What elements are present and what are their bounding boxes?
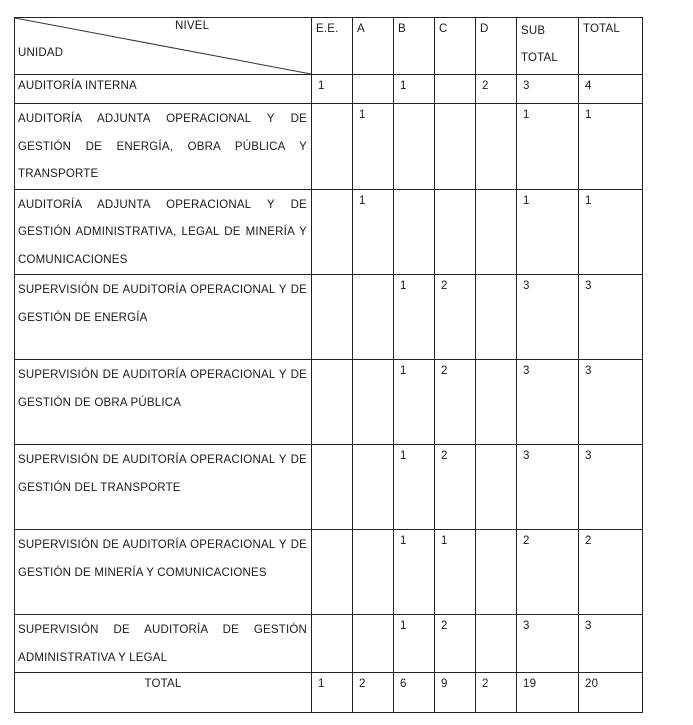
cell-b: 1 [394, 530, 435, 615]
cell-c: 1 [435, 530, 476, 615]
cell-a [353, 275, 394, 360]
cell-a [353, 615, 394, 673]
unit-name: AUDITORÍA ADJUNTA OPERACIONAL Y DE GESTIÓN ADMINISTRATIVA, LEGAL DE MINERÍA Y COMUNICACIONES [15, 189, 312, 275]
cell-a: 1 [353, 189, 394, 275]
cell-c [435, 75, 476, 104]
total-subtotal: 19 [517, 673, 579, 713]
table-row [15, 445, 643, 530]
cell-a [353, 360, 394, 445]
cell-total: 3 [579, 360, 643, 445]
column-header-b: B [394, 18, 435, 75]
cell-ee [312, 104, 353, 190]
cell-c: 2 [435, 615, 476, 673]
cell-ee [312, 615, 353, 673]
header-row [15, 18, 643, 75]
column-header-a: A [353, 18, 394, 75]
cell-c: 2 [435, 275, 476, 360]
cell-ee [312, 275, 353, 360]
cell-subtotal: 1 [517, 189, 579, 275]
total-a: 2 [353, 673, 394, 713]
totals-row [15, 673, 643, 713]
column-header-subtotal: SUB TOTAL [517, 18, 579, 75]
cell-b: 1 [394, 615, 435, 673]
unit-name: SUPERVISIÓN DE AUDITORÍA DE GESTIÓN ADMINISTRATIVA Y LEGAL [15, 615, 312, 673]
cell-a [353, 75, 394, 104]
cell-total: 1 [579, 104, 643, 190]
diagonal-divider [15, 18, 311, 74]
cell-ee [312, 360, 353, 445]
cell-d [476, 615, 517, 673]
cell-d [476, 275, 517, 360]
cell-a [353, 530, 394, 615]
diagonal-header-cell [15, 18, 312, 75]
cell-subtotal: 1 [517, 104, 579, 190]
cell-c: 2 [435, 445, 476, 530]
cell-subtotal: 2 [517, 530, 579, 615]
cell-d [476, 445, 517, 530]
nivel-label: NIVEL [175, 20, 210, 32]
total-b: 6 [394, 673, 435, 713]
total-total: 20 [579, 673, 643, 713]
table-row [15, 104, 643, 190]
column-header-ee: E.E. [312, 18, 353, 75]
cell-subtotal: 3 [517, 75, 579, 104]
cell-d: 2 [476, 75, 517, 104]
staffing-table [14, 17, 643, 713]
unit-name: AUDITORÍA INTERNA [15, 75, 312, 104]
unit-name: AUDITORÍA ADJUNTA OPERACIONAL Y DE GESTIÓN DE ENERGÍA, OBRA PÚBLICA Y TRANSPORTE [15, 104, 312, 190]
cell-c [435, 104, 476, 190]
cell-a [353, 445, 394, 530]
cell-b [394, 104, 435, 190]
cell-b [394, 189, 435, 275]
cell-total: 3 [579, 615, 643, 673]
cell-a: 1 [353, 104, 394, 190]
total-ee: 1 [312, 673, 353, 713]
table-row [15, 530, 643, 615]
table-row [15, 75, 643, 104]
unit-name: SUPERVISIÓN DE AUDITORÍA OPERACIONAL Y DE GESTIÓN DE OBRA PÚBLICA [15, 360, 312, 445]
table-row [15, 275, 643, 360]
cell-b: 1 [394, 275, 435, 360]
cell-b: 1 [394, 445, 435, 530]
cell-d [476, 189, 517, 275]
cell-c: 2 [435, 360, 476, 445]
cell-total: 1 [579, 189, 643, 275]
unidad-label: UNIDAD [18, 47, 64, 59]
total-c: 9 [435, 673, 476, 713]
cell-ee: 1 [312, 75, 353, 104]
unit-name: SUPERVISIÓN DE AUDITORÍA OPERACIONAL Y DE GESTIÓN DE MINERÍA Y COMUNICACIONES [15, 530, 312, 615]
cell-d [476, 104, 517, 190]
table-row [15, 189, 643, 275]
cell-total: 3 [579, 275, 643, 360]
cell-subtotal: 3 [517, 360, 579, 445]
cell-total: 3 [579, 445, 643, 530]
cell-subtotal: 3 [517, 445, 579, 530]
cell-subtotal: 3 [517, 615, 579, 673]
column-header-d: D [476, 18, 517, 75]
column-header-c: C [435, 18, 476, 75]
cell-total: 2 [579, 530, 643, 615]
cell-subtotal: 3 [517, 275, 579, 360]
total-d: 2 [476, 673, 517, 713]
cell-total: 4 [579, 75, 643, 104]
cell-c [435, 189, 476, 275]
table-row [15, 615, 643, 673]
cell-b: 1 [394, 75, 435, 104]
totals-label: TOTAL [15, 673, 312, 713]
cell-ee [312, 189, 353, 275]
table-row [15, 360, 643, 445]
unit-name: SUPERVISIÓN DE AUDITORÍA OPERACIONAL Y DE GESTIÓN DEL TRANSPORTE [15, 445, 312, 530]
cell-ee [312, 530, 353, 615]
cell-ee [312, 445, 353, 530]
cell-d [476, 360, 517, 445]
cell-b: 1 [394, 360, 435, 445]
column-header-total: TOTAL [579, 18, 643, 75]
cell-d [476, 530, 517, 615]
unit-name: SUPERVISIÓN DE AUDITORÍA OPERACIONAL Y DE GESTIÓN DE ENERGÍA [15, 275, 312, 360]
